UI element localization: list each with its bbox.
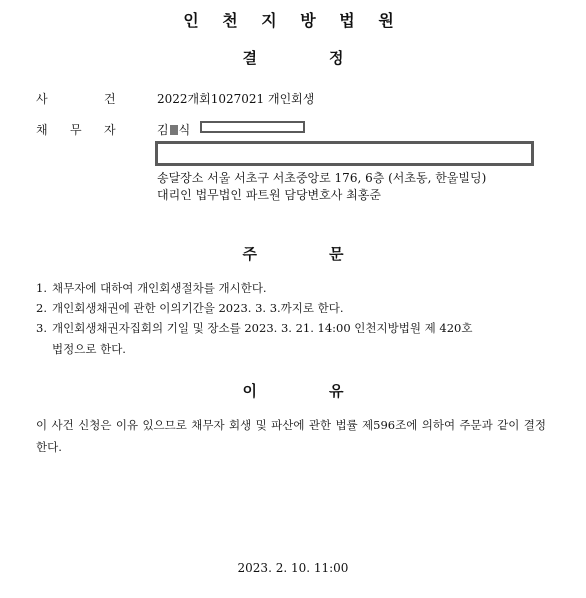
decision-datetime: 2023. 2. 10. 11:00 <box>237 561 349 575</box>
reason-heading-left: 이 <box>242 382 257 400</box>
redacted-id-box <box>200 121 305 133</box>
debtor-name-last: 식 <box>178 123 191 137</box>
name-redaction <box>170 125 178 135</box>
order-heading <box>0 243 586 264</box>
order-item-continuation: 법정으로 한다. <box>52 342 126 356</box>
debtor-label-char: 무 <box>70 123 82 137</box>
order-item <box>36 318 546 338</box>
case-label-char: 건 <box>104 92 116 106</box>
document-type-heading <box>0 47 586 68</box>
service-address: 송달장소 서울 서초구 서초중앙로 176, 6층 (서초동, 한울빌딩) <box>157 171 487 185</box>
order-number: 3. <box>36 321 47 335</box>
order-item <box>36 278 546 298</box>
order-heading-right: 문 <box>329 245 344 263</box>
debtor-name-first: 김 <box>157 123 169 137</box>
order-number: 1. <box>36 281 47 295</box>
reason-heading <box>0 380 586 401</box>
order-text: 개인회생채권자집회의 기일 및 장소를 2023. 3. 21. 14:00 인천지방법원 제 420호 <box>52 321 473 335</box>
representative: 대리인 법무법인 파트원 담당변호사 최홍준 <box>157 188 381 202</box>
court-name: 인 천 지 방 법 원 <box>183 11 403 30</box>
document-type-left: 결 <box>242 49 257 67</box>
debtor-label-char: 채 <box>36 123 48 137</box>
case-label-char: 사 <box>36 92 48 106</box>
debtor-label-char: 자 <box>104 123 116 137</box>
order-item <box>36 298 546 318</box>
document-type-right: 정 <box>329 49 344 67</box>
reason-text: 이 사건 신청은 이유 있으므로 채무자 회생 및 파산에 관한 법률 제596조에 의하여 주문과 같이 결정한다. <box>36 418 546 454</box>
case-label <box>36 90 138 107</box>
debtor-label <box>36 121 138 138</box>
reason-heading-right: 유 <box>329 382 344 400</box>
order-heading-left: 주 <box>242 245 257 263</box>
case-number: 2022개회1027021 개인회생 <box>157 92 315 106</box>
debtor-name <box>157 121 190 138</box>
order-text: 채무자에 대하여 개인회생절차를 개시한다. <box>52 281 267 295</box>
redacted-address-box <box>155 141 534 166</box>
order-number: 2. <box>36 301 47 315</box>
order-text: 개인회생채권에 관한 이의기간을 2023. 3. 3.까지로 한다. <box>52 301 344 315</box>
